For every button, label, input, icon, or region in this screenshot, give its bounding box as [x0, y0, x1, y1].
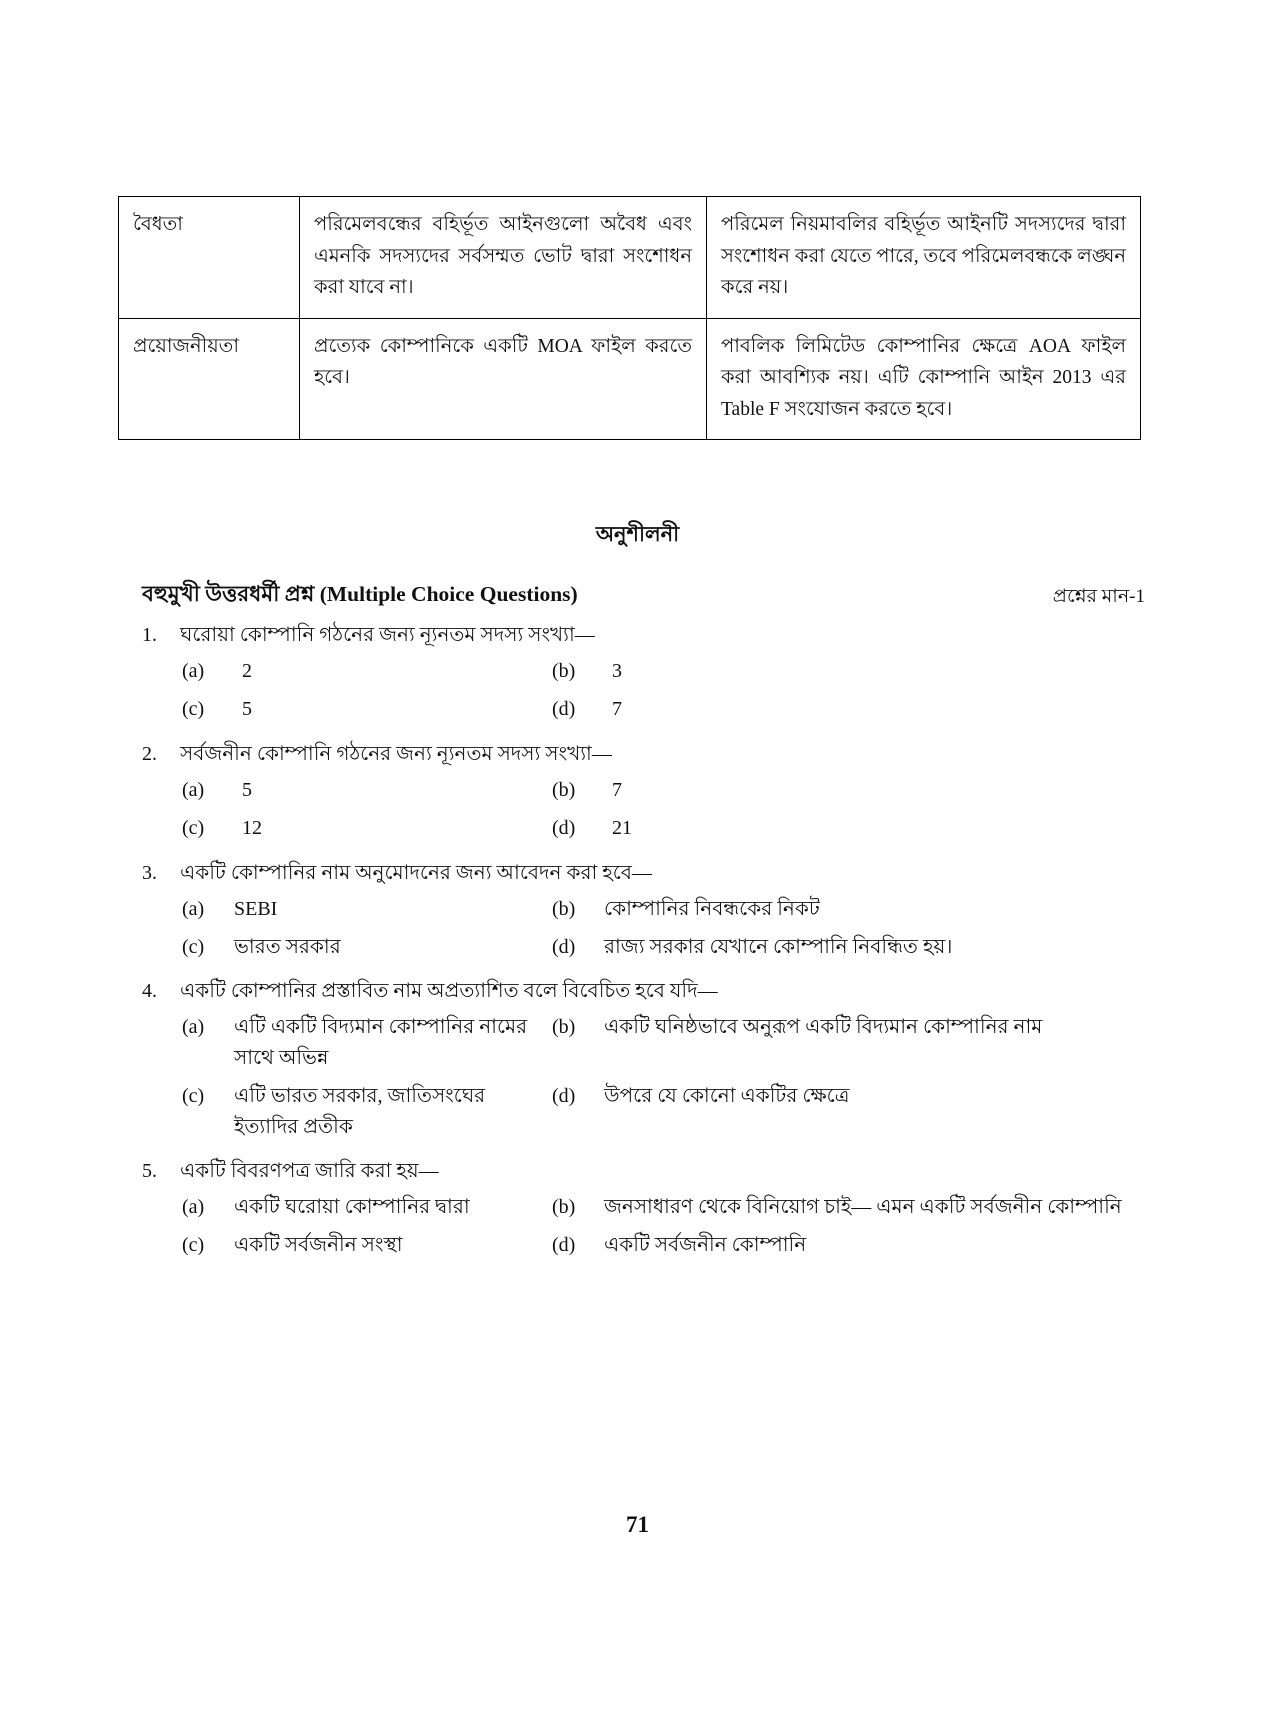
- question-text: ঘরোয়া কোম্পানি গঠনের জন্য ন্যূনতম সদস্য সংখ্যা—: [180, 624, 595, 646]
- option-value: উপরে যে কোনো একটির ক্ষেত্রে: [604, 1085, 850, 1108]
- option-value: একটি সর্বজনীন কোম্পানি: [604, 1234, 807, 1257]
- mcq-question-list: [142, 620, 1142, 1275]
- option-value: রাজ্য সরকার যেখানে কোম্পানি নিবন্ধিত হয়।: [604, 935, 953, 958]
- option-key: (b): [552, 1195, 576, 1218]
- option-value: 12: [242, 817, 262, 840]
- option-c[interactable]: [142, 932, 552, 962]
- option-value: 21: [612, 817, 632, 840]
- table-row: [119, 197, 1141, 319]
- option-value: 5: [242, 778, 252, 801]
- option-group: [142, 656, 1142, 725]
- option-key: (c): [182, 698, 205, 721]
- option-key: (d): [552, 1234, 576, 1257]
- option-c[interactable]: [142, 1081, 552, 1142]
- option-key: (d): [552, 1085, 576, 1108]
- option-c[interactable]: [142, 813, 552, 843]
- row-aoa-legality: পরিমেল নিয়মাবলির বহির্ভূত আইনটি সদস্যদের দ্বারা সংশোধন করা যেতে পারে, তবে পরিমেলবন্ধকে লঙ্ঘন করে নয়।: [707, 197, 1141, 319]
- option-d[interactable]: [552, 813, 1142, 843]
- question-item: [142, 858, 1142, 963]
- option-key: (a): [182, 660, 205, 682]
- question-text: একটি বিবরণপত্র জারি করা হয়—: [180, 1159, 439, 1182]
- option-key: (d): [552, 935, 576, 958]
- table-row: [119, 318, 1141, 440]
- option-value: SEBI: [234, 897, 278, 920]
- option-b[interactable]: [552, 656, 1142, 686]
- question-number: 3.: [142, 861, 157, 884]
- option-d[interactable]: [552, 1230, 1142, 1260]
- option-c[interactable]: [142, 694, 552, 724]
- option-value: একটি সর্বজনীন সংস্থা: [234, 1234, 403, 1257]
- option-value: জনসাধারণ থেকে বিনিয়োগ চাই— এমন একটি সর্বজনীন কোম্পানি: [604, 1195, 1122, 1218]
- row-moa-legality: পরিমেলবন্ধের বহির্ভূত আইনগুলো অবৈধ এবং এমনকি সদস্যদের সর্বসম্মত ভোট দ্বারা সংশোধন করা যাবে না।: [300, 197, 707, 319]
- option-value: ভারত সরকার: [234, 935, 341, 958]
- option-b[interactable]: [552, 1192, 1142, 1222]
- option-key: (b): [552, 778, 576, 801]
- option-a[interactable]: [142, 656, 552, 686]
- row-aoa-necessity: পাবলিক লিমিটেড কোম্পানির ক্ষেত্রে AOA ফাইল করা আবশ্যিক নয়। এটি কোম্পানি আইন 2013 এর Table F সংযোজন করতে হবে।: [707, 318, 1141, 440]
- option-a[interactable]: [142, 1192, 552, 1222]
- option-a[interactable]: [142, 1012, 552, 1073]
- option-value: 7: [612, 698, 622, 721]
- option-value: 5: [242, 698, 252, 721]
- row-label-necessity: প্রয়োজনীয়তা: [119, 318, 300, 440]
- option-key: (a): [182, 1016, 205, 1039]
- option-key: (c): [182, 1234, 205, 1257]
- question-text: একটি কোম্পানির প্রস্তাবিত নাম অপ্রত্যাশিত বলে বিবেচিত হবে যদি—: [180, 980, 718, 1003]
- question-number: 5.: [142, 1159, 157, 1182]
- option-group: [142, 1012, 1142, 1142]
- row-label-legality: বৈধতা: [119, 197, 300, 319]
- option-group: [142, 894, 1142, 963]
- option-value: 7: [612, 778, 622, 801]
- option-value: এটি একটি বিদ্যমান কোম্পানির নামের সাথে অভিন্ন: [234, 1016, 528, 1069]
- option-value: 2: [242, 660, 252, 682]
- option-key: (d): [552, 698, 576, 721]
- question-item: [142, 739, 1142, 844]
- mcq-section-heading: বহুমুখী উত্তরধর্মী প্রশ্ন (Multiple Choice Questions): [142, 582, 578, 606]
- question-marks-label: প্রশ্নের মান-1: [1052, 586, 1145, 607]
- exercise-title: অনুশীলনী: [595, 522, 680, 546]
- option-value: এটি ভারত সরকার, জাতিসংঘের ইত্যাদির প্রতীক: [234, 1085, 486, 1138]
- option-key: (b): [552, 897, 576, 920]
- question-number: 1.: [142, 624, 157, 646]
- option-value: একটি ঘনিষ্ঠভাবে অনুরূপ একটি বিদ্যমান কোম্পানির নাম: [604, 1016, 1043, 1039]
- option-key: (c): [182, 1085, 205, 1108]
- option-key: (b): [552, 1016, 576, 1039]
- option-d[interactable]: [552, 1081, 1142, 1111]
- option-c[interactable]: [142, 1230, 552, 1260]
- question-number: 4.: [142, 980, 157, 1003]
- option-b[interactable]: [552, 894, 1142, 924]
- comparison-table: [118, 196, 1141, 440]
- row-moa-necessity: প্রত্যেক কোম্পানিকে একটি MOA ফাইল করতে হবে।: [300, 318, 707, 440]
- option-key: (d): [552, 817, 576, 840]
- question-item: [142, 1156, 1142, 1261]
- option-key: (b): [552, 660, 576, 682]
- option-key: (a): [182, 1195, 205, 1218]
- option-value: কোম্পানির নিবন্ধকের নিকট: [604, 897, 820, 920]
- question-text: সর্বজনীন কোম্পানি গঠনের জন্য ন্যূনতম সদস্য সংখ্যা—: [180, 742, 612, 765]
- option-a[interactable]: [142, 775, 552, 805]
- option-b[interactable]: [552, 775, 1142, 805]
- option-value: 3: [612, 660, 622, 682]
- option-key: (a): [182, 897, 205, 920]
- option-key: (c): [182, 817, 205, 840]
- option-d[interactable]: [552, 694, 1142, 724]
- question-number: 2.: [142, 742, 157, 765]
- option-key: (c): [182, 935, 205, 958]
- question-item: [142, 976, 1142, 1142]
- option-group: [142, 775, 1142, 844]
- option-value: একটি ঘরোয়া কোম্পানির দ্বারা: [234, 1195, 470, 1218]
- option-b[interactable]: [552, 1012, 1142, 1042]
- comparison-table-wrapper: [118, 196, 1141, 440]
- page-number: 71: [626, 1512, 649, 1537]
- option-key: (a): [182, 778, 205, 801]
- question-item: [142, 620, 1142, 725]
- question-text: একটি কোম্পানির নাম অনুমোদনের জন্য আবেদন করা হবে—: [180, 861, 652, 884]
- option-group: [142, 1192, 1142, 1261]
- option-d[interactable]: [552, 932, 1142, 962]
- option-a[interactable]: [142, 894, 552, 924]
